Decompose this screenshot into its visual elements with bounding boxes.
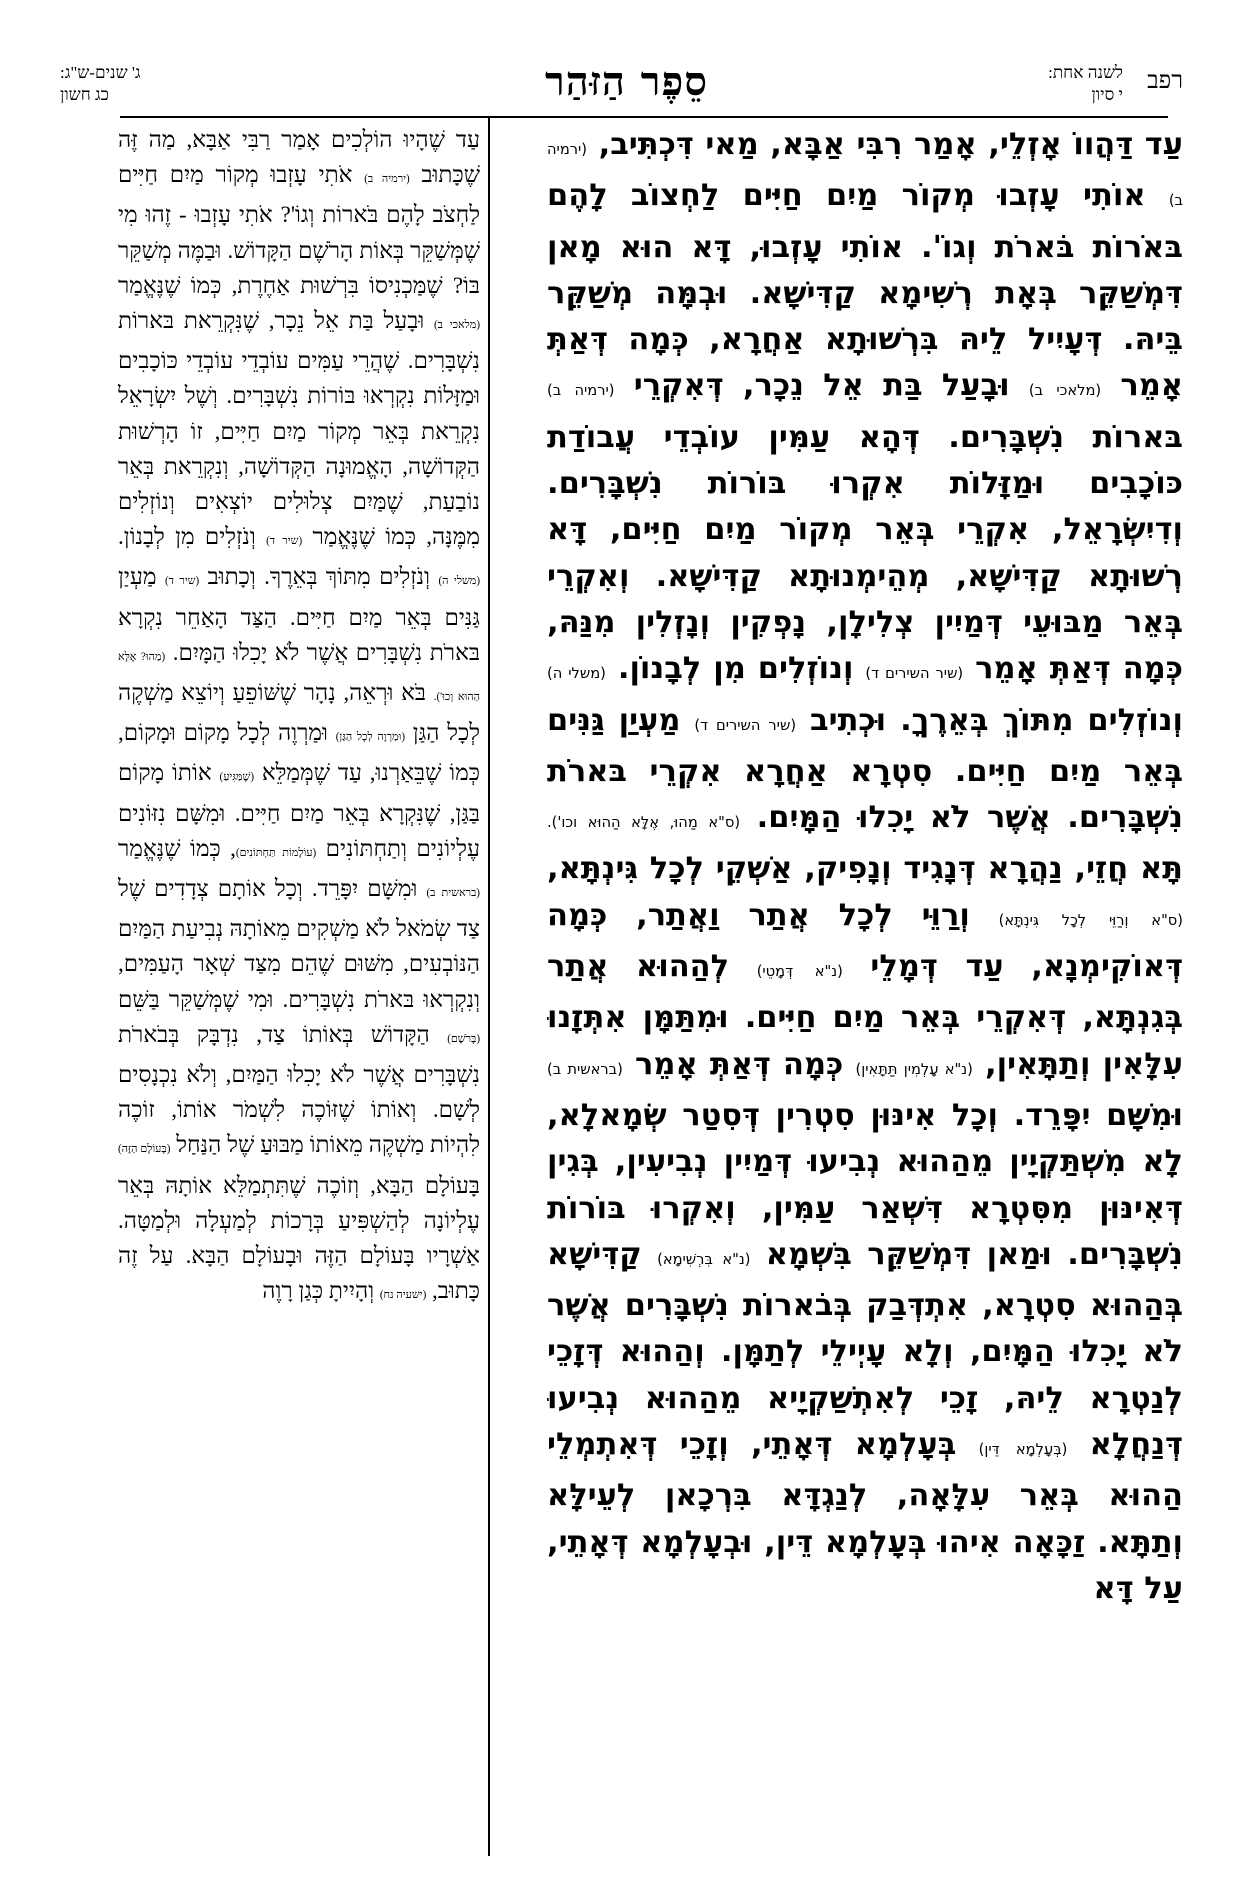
header-left-line1: ג' שנים-ש"ג: (60, 63, 141, 82)
text-segment: וְנֹזְלִים מִן לְבָנוֹן. (118, 524, 267, 550)
text-segment: וְנוֹזְלִים מִתּוֹךְ בְּאֵרֶךָ. וּכְתִיב (796, 702, 1183, 738)
text-segment: וְנוֹזְלִים מִן לְבָנוֹן. (605, 651, 866, 687)
source-reference: (נ"א עָלְמִין תַּתָּאִין) (855, 1060, 973, 1078)
hebrew-text (118, 122, 480, 1314)
text-segment: לְהַהוּא אֲתַר בְּגִנְתָּא, דְּאִקְרֵי בְּאֵר מַיִם חַיִּים. וּמִתַּמָּן אִתְּזָנוּ עִלָּאִין וְתַתָּאִין, (547, 949, 1183, 1082)
text-segment: וְרַוֵּי לְכָל אֲתַר וַאֲתַר, כְּמָה דְּאוֹקִימְנָא, עַד דְּמָלֵי (547, 897, 1183, 985)
text-segment: וְהָיִיתָ כְּגַן רָוֶה (262, 1278, 380, 1304)
text-segment: בָּעוֹלָם הַבָּא, וְזוֹכֶה שֶׁתִּתְמַלֵּא אוֹתָהּ בְּאֵר עֶלְיוֹנָה לְהַשְׁפִּיעַ בְּרָכוֹת לְמַעְלָה וּלְמַטָּה. אַשְׁרָיו בָּעוֹלָם הַזֶּה וּבָעוֹלָם הַבָּא. עַל זֶה כָּתוּב, (118, 1172, 480, 1304)
header-left-block (60, 62, 141, 106)
text-segment: וּבָעַל בַּת אֵל נֵכָר, שֶׁנִּקְרֵאת בּארוֹת נִשְׁבָּרִים. שֶׁהֲרֵי עַמִּים עוֹבְדֵי עוֹבְדֵי כּוֹכָבִים וּמַזָּלוֹת נִקְרְאוּ בּוֹרוֹת נִשְׁבָּרִים. וְשֶׁל יִשְׂרָאֵל נִקְרֵאת בְּאֵר מְקוֹר מַיִם חַיִּים, זוֹ הָרְשׁוּת הַקְּדוֹשָׁה, הָאֱמוּנָה הַקְּדוֹשָׁה, וְנִקְרֵאת בְּאֵר נוֹבַעַת, שֶׁמַּיִם צְלוּלִים יוֹצְאִים וְנוֹזְלִים מִמֶּנָּה, כְּמוֹ שֶׁנֶּאֱמַר (118, 308, 480, 550)
text-segment: אוֹתוֹ מָקוֹם בַּגַּן, שֶׁנִּקְרָא בְּאֵר מַיִם חַיִּים. וּמִשָּׁם נִזּוֹנִים עֶלְיוֹנִים וְתַחְתּוֹנִים (118, 760, 480, 861)
text-segment: קַדִּישָׁא בְּהַהוּא סִטְרָא, אִתְדְּבַק בְּבֹארוֹת נִשְׁבָּרִים אֲשֶׁר לֹא יָכִלוּ הַמָּיִם, וְלָא עָיְילֵי לְתַמָּן. וְהַהוּא דְּזָכֵי לְנַטְרָא לֵיהּ, זָכֵי לְאִתְשַׁקְיָיא מֵהַהוּא נְבִיעוּ דְּנַחֲלָא (547, 1236, 1183, 1463)
source-reference: (שיר השירים ד) (865, 665, 964, 683)
source-reference: (שיר השירים ד) (694, 716, 797, 734)
source-reference: (ס"א מַהוּ, אֶלָּא הַהוּא וכו'). (547, 814, 741, 832)
source-reference: (משלי ה) (547, 665, 606, 683)
text-segment: תָּא חֲזֵי, נַהֲרָא דְּנָגִיד וְנָפִיק, אַשְׁקֵי לְכָל גִּינְתָּא, (547, 851, 1183, 887)
text-segment: הַקָּדוֹשׁ בְּאוֹתוֹ צַד, נִדְבָּק בְּבֹארֹת נִשְׁבָּרִים אֲשֶׁר לֹא יָכִלוּ הַמַּיִם, וְלֹא נִכְנָסִים לְשָׁם. וְאוֹתוֹ שֶׁזּוֹכֶה לִשְׁמֹר אוֹתוֹ, זוֹכֶה לִהְיוֹת מַשְׁקֶה מֵאוֹתוֹ מַבּוּעַ שֶׁל הַנַּחַל (118, 1021, 480, 1158)
page-number: רפב (1147, 68, 1183, 94)
source-reference: (בָּרֹשֶׁם) (447, 1032, 480, 1045)
source-reference: (בראשית ב) (426, 887, 480, 900)
text-segment: וְכָל אִינּוּן סִטְרִין דְּסִטַר שְׂמָאלָא, לָא מִשְׁתַּקְיָין מֵהַהוּא נְבִיעוּ דְּמַיִין נְבִיעִין, בְּגִין דְּאִינּוּן מִסִּטְרָא דִּשְׁאַר עַמִּין, וְאִקְרוּ בּוֹרוֹת נִשְׁבָּרִים. וּמַאן דִּמְשַׁקֵּר בִּשְׁמָא (547, 1097, 1183, 1272)
source-reference: (מלאכי ב) (1028, 382, 1102, 400)
source-reference: (ס"א וְרַוֵּי לְכָל גִּינְתָּא) (998, 911, 1183, 929)
text-segment: כְּמָה דְּאַתְּ אָמֵר (622, 1046, 856, 1082)
header-right-line1: לשנה אחת: (1048, 63, 1123, 82)
source-reference: (ירמיה ב) (547, 141, 1183, 210)
text-segment: מַעְיַן גַּנִּים בְּאֵר מַיִם חַיִּים. סִטְרָא אַחֲרָא אִקְרֵי בּארֹת נִשְׁבָּרִים. אֲשֶׁר לֹא יָכִלוּ הַמָּיִם. (547, 702, 1183, 836)
text-segment: אֹתִי עָזְבוּ מְקוֹר מַיִם חַיִּים לַחְצֹב לָהֶם בֹּארוֹת וְגוֹ'? אֹתִי עָזְבוּ - זֶהוּ מִי שֶׁמְּשַׁקֵּר בְּאוֹת הָרֹשֶׁם הַקָּדוֹשׁ. וּבַמֶּה מְשַׁקֵּר בּוֹ? שֶׁמַּכְנִיסוֹ בִּרְשׁוּת אַחֶרֶת, כְּמוֹ שֶׁנֶּאֱמַר (118, 162, 480, 298)
text-segment: וּמִשָּׁם יִפָּרֵד. (1013, 1097, 1183, 1133)
page-header (0, 58, 1253, 114)
header-rule (120, 116, 1168, 118)
text-segment: מַעְיַן גַּנִּים בְּאֵר מַיִם חַיִּים. הַצַּד הָאַחֵר נִקְרָא בּארֹת נִשְׁבָּרִים אֲשֶׁר לֹא יָכִלוּ הַמָּיִם. (118, 564, 480, 665)
source-reference: (משלי ה) (438, 575, 480, 588)
text-segment: , כְּמוֹ שֶׁנֶּאֱמַר (118, 835, 236, 861)
source-reference: (מַהוּ? אֶלָּא הַהוּא וְכוּ'). (118, 650, 480, 704)
text-segment: וּמִשָּׁם יִפָּרֵד. וְכָל אוֹתָם צְדָדִים שֶׁל צַד שְׂמֹאל לֹא מַשְׁקִים מֵאוֹתָהּ נְבִיעַת הַמַּיִם הַנּוֹבְעִים, מִשּׁוּם שֶׁהֵם מִצַּד שְׁאָר הָעַמִּים, וְנִקְרְאוּ בּארֹת נִשְׁבָּרִים. וּמִי שֶׁמְּשַׁקֵּר בַּשֵּׁם (118, 876, 480, 1012)
text-segment: וּבָעַל בַּת אֵל נֵכָר, דְּאִקְרֵי (614, 368, 1029, 404)
aramaic-text (547, 122, 1183, 1612)
text-segment: עַד שֶׁהָיוּ הוֹלְכִים אָמַר רַבִּי אַבָּא, מַה זֶּה שֶׁכָּתוּב (118, 127, 480, 188)
source-reference: (עוֹלָמוֹת תַּחְתּוֹנִים) (235, 846, 317, 859)
source-reference: (ירמיה ב) (364, 173, 410, 186)
source-reference: (ישעיה נח) (379, 1289, 427, 1302)
source-reference: (נ"א דְּמָטֵי) (756, 963, 843, 981)
text-segment: אוֹתִי עָזְבוּ מְקוֹר מַיִם חַיִּים לַחְצוֹב לָהֶם בּאֹרוֹת בֹּארֹת וְגוֹ'. אוֹתִי עָזְבוּ, דָּא הוּא מָאן דִּמְשַׁקֵּר בְּאָת רְשִׁימָא קַדִּישָׁא. וּבְמָּה מְשַׁקֵּר בֵּיהּ. דְּעָיִיל לֵיהּ בִּרְשׁוּתָא אַחֲרָא, כְּמָה דְּאַתְּ אָמֵר (547, 178, 1183, 404)
text-segment: וּמַרְוֶה לְכָל מָקוֹם וּמָקוֹם, כְּמוֹ שֶׁבֵּאַרְנוּ, עַד שֶׁמְּמַלֵּא (118, 720, 480, 786)
source-reference: (וּמַרְוֶה לְכָל הַגַּן) (335, 731, 406, 744)
source-reference: (שיר ד) (266, 535, 303, 548)
aramaic-column (547, 122, 1183, 1862)
source-reference: (שֶׁמַּגִּיעַ) (219, 771, 254, 784)
text-segment: וְדִיִשְׂרָאֵל, אִקְרֵי בְּאֵר מְקוֹר מַיִם חַיִּים, דָּא רְשׁוּתָא קַדִּישָׁא, מְהֵימְנוּתָא קַדִּישָׁא. וְאִקְרֵי בְּאֵר מַבּוּעֵי דְּמַיִין צְלִילָן, נָפְקִין וְנָזְלִין מִנַּהּ, כְּמָה דְּאַתְּ אָמֵר (547, 512, 1183, 687)
book-title: סֵפֶר הַזּהַר (545, 58, 708, 105)
text-segment: בֹּא וּרְאֵה, נָהָר שֶׁשּׁוֹפֵעַ וְיוֹצֵא מַשְׁקֶה לְכָל הַגַּן (118, 680, 480, 746)
text-segment: עַד דַּהֲווֹ אָזְלֵי, אָמַר רִבִּי אַבָּא, מַאי דִּכְתִּיב, (587, 127, 1183, 162)
text-segment: וְנֹזְלִים מִתּוֹךְ בְּאֵרֶךָ. וְכָתוּב (199, 564, 439, 590)
source-reference: (בראשית ב) (547, 1060, 623, 1078)
header-right-line2: י סיון (1091, 85, 1123, 104)
header-left-line2: כג חשון (60, 85, 109, 104)
column-divider (488, 116, 490, 1856)
hebrew-translation-column (118, 122, 480, 1862)
source-reference: (מלאכי ב) (433, 319, 480, 332)
source-reference: (נ"א בִּרְשִׁימָא) (657, 1250, 751, 1268)
text-segment: בּארוֹת נִשְׁבָּרִים. דְּהָא עַמִּין עוֹבְדֵי עֲבוֹדַת כּוֹכָבִים וּמַזָּלוֹת אִקְרוּ בּוֹרוֹת נִשְׁבָּרִים. (547, 419, 1183, 502)
source-reference: (בָּעוֹלָם הַזֶּה) (118, 1143, 171, 1156)
text-segment: בְּעָלְמָא דְּאָתֵי, וְזָכֵי דְּאִתְמְלֵי הַהוּא בְּאֵר עִלָּאָה, לְנַגְדָּא בִּרְכָאן לְעֵילָּא וְתַתָּא. זַכָּאָה אִיהוּ בְּעָלְמָא דֵּין, וּבְעָלְמָא דְּאָתֵי, עַל דָּא (547, 1427, 1183, 1606)
source-reference: (בְּעָלְמָא דֵּין) (978, 1441, 1068, 1459)
source-reference: (ירמיה ב) (547, 382, 615, 400)
source-reference: (שיר ד) (164, 575, 200, 588)
